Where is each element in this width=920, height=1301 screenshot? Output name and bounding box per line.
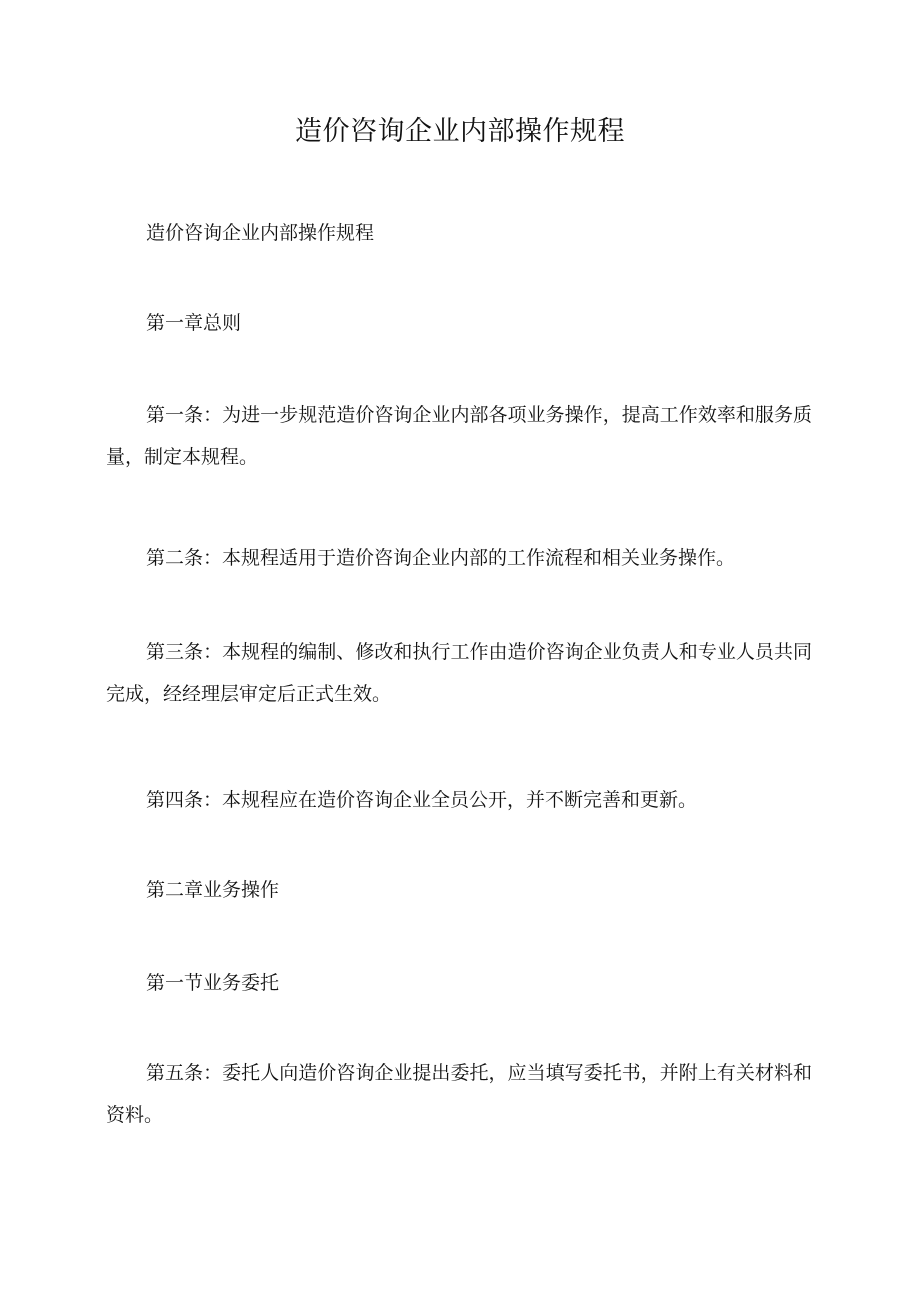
- paragraph-article-4: 第四条：本规程应在造价咨询企业全员公开，并不断完善和更新。: [146, 789, 698, 811]
- paragraph-article-1: 第一条：为进一步规范造价咨询企业内部各项业务操作，提高工作效率和服务质量，制定本规程。: [106, 404, 812, 468]
- paragraph-article-2: 第二条：本规程适用于造价咨询企业内部的工作流程和相关业务操作。: [146, 547, 736, 569]
- paragraph-subtitle: 造价咨询企业内部操作规程: [146, 222, 375, 244]
- document-title: 造价咨询企业内部操作规程: [295, 116, 625, 147]
- paragraph-chapter-1: 第一章总则: [146, 312, 242, 334]
- paragraph-section-1: 第一节业务委托: [146, 972, 280, 994]
- paragraph-article-3: 第三条：本规程的编制、修改和执行工作由造价咨询企业负责人和专业人员共同完成，经经理层审定后正式生效。: [106, 641, 812, 705]
- paragraph-article-5: 第五条：委托人向造价咨询企业提出委托，应当填写委托书，并附上有关材料和资料。: [106, 1062, 812, 1126]
- paragraph-chapter-2: 第二章业务操作: [146, 879, 280, 901]
